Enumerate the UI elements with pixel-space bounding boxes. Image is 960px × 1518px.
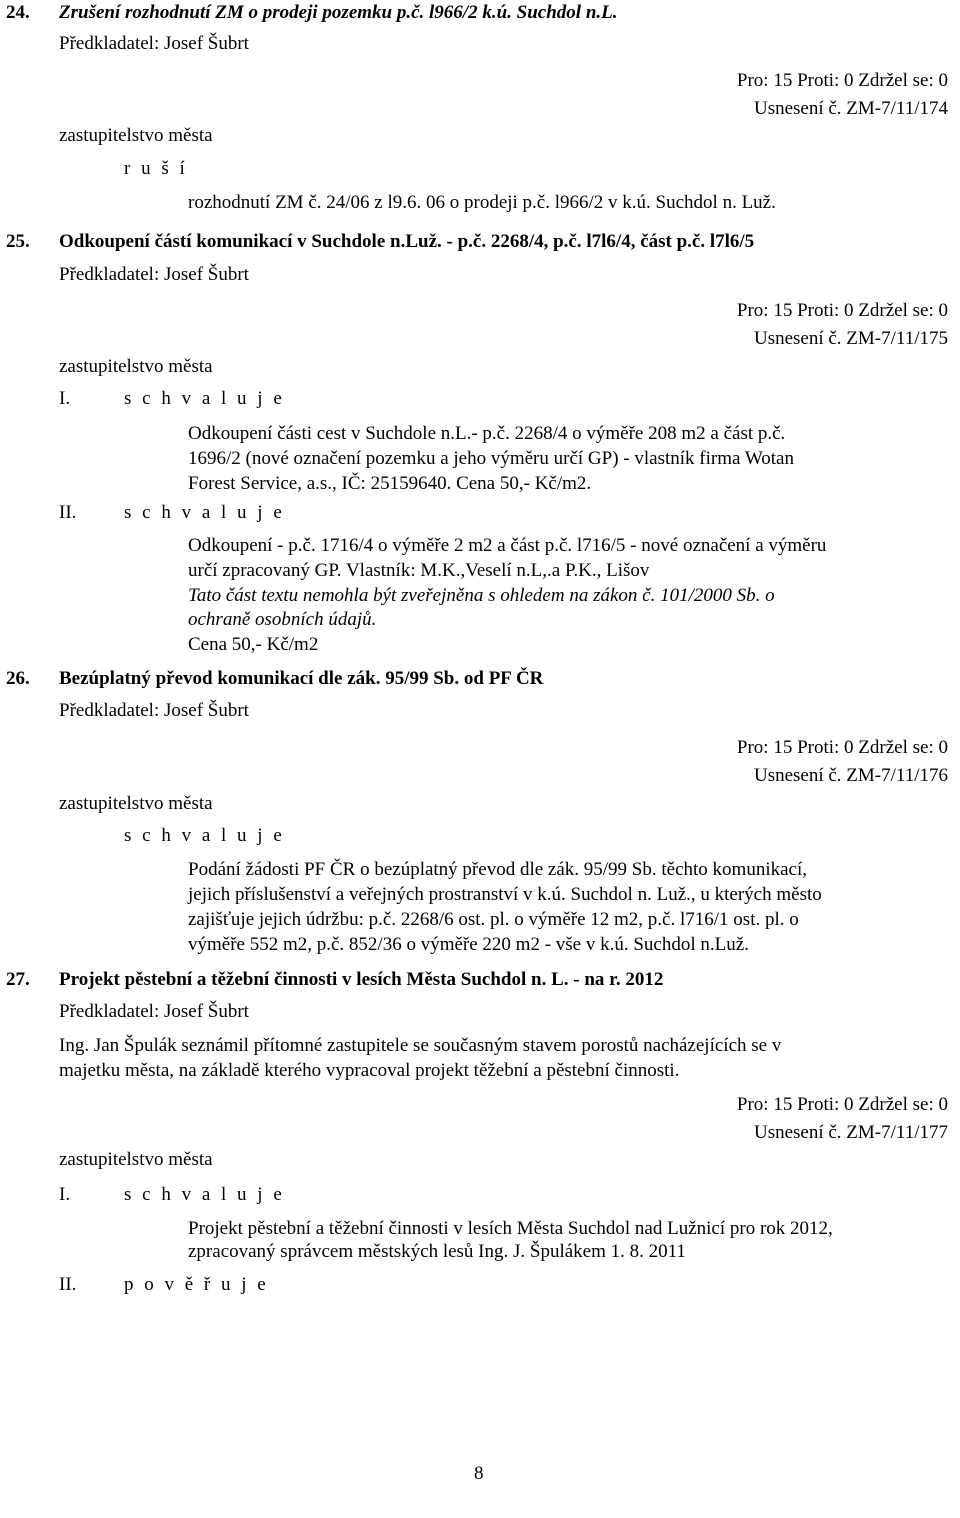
item-24-presenter: Předkladatel: Josef Šubrt — [59, 33, 249, 54]
item-26-text: Podání žádosti PF ČR o bezúplatný převod dle zák. 95/99 Sb. těchto komunikací, — [188, 859, 807, 880]
item-24-resolution: Usnesení č. ZM-7/11/174 — [753, 98, 948, 119]
item-24-text: rozhodnutí ZM č. 24/06 z l9.6. 06 o prodeji p.č. l966/2 v k.ú. Suchdol n. Luž. — [188, 192, 776, 213]
item-27-body: zastupitelstvo města — [59, 1149, 213, 1170]
item-26-number: 26. — [6, 668, 30, 689]
item-25-presenter: Předkladatel: Josef Šubrt — [59, 264, 249, 285]
item-25-roman-ii: II. — [59, 502, 77, 523]
item-25-sec2-italic: Tato část textu nemohla být zveřejněna s ohledem na zákon č. 101/2000 Sb. o — [188, 585, 775, 606]
item-25-verb-i: s c h v a l u j e — [124, 388, 285, 409]
item-27-verb-ii: p o v ě ř u j e — [124, 1274, 269, 1295]
item-24-title: Zrušení rozhodnutí ZM o prodeji pozemku p.č. l966/2 k.ú. Suchdol n.L. — [59, 2, 618, 23]
item-25-roman-i: I. — [59, 388, 71, 409]
item-26-text: zajišťuje jejich údržbu: p.č. 2268/6 ost. pl. o výměře 12 m2, p.č. l716/1 ost. pl. o — [188, 909, 799, 930]
item-26-title: Bezúplatný převod komunikací dle zák. 95/99 Sb. od PF ČR — [59, 668, 544, 689]
item-25-sec2-price: Cena 50,- Kč/m2 — [188, 634, 319, 655]
item-25-sec2-line: Odkoupení - p.č. 1716/4 o výměře 2 m2 a část p.č. l716/5 - nové označení a výměru — [188, 535, 827, 556]
item-25-verb-ii: s c h v a l u j e — [124, 502, 285, 523]
item-25-sec1-line: Forest Service, a.s., IČ: 25159640. Cena 50,- Kč/m2. — [188, 473, 592, 494]
item-24-vote: Pro: 15 Proti: 0 Zdržel se: 0 — [736, 70, 948, 91]
item-24-number: 24. — [6, 2, 30, 23]
item-25-vote: Pro: 15 Proti: 0 Zdržel se: 0 — [736, 300, 948, 321]
item-25-number: 25. — [6, 231, 30, 252]
item-27-number: 27. — [6, 969, 30, 990]
item-27-presenter: Předkladatel: Josef Šubrt — [59, 1001, 249, 1022]
item-27-intro: Ing. Jan Špulák seznámil přítomné zastupitele se současným stavem porostů nacházejících se v — [59, 1035, 782, 1056]
item-26-text: jejich příslušenství a veřejných prostranství v k.ú. Suchdol n. Luž., u kterých město — [188, 884, 822, 905]
item-25-sec1-line: Odkoupení části cest v Suchdole n.L.- p.č. 2268/4 o výměře 208 m2 a část p.č. — [188, 423, 786, 444]
item-27-roman-ii: II. — [59, 1274, 77, 1295]
item-27-vote: Pro: 15 Proti: 0 Zdržel se: 0 — [736, 1094, 948, 1115]
item-24-verb: r u š í — [124, 158, 188, 179]
item-24-body: zastupitelstvo města — [59, 125, 213, 146]
item-25-sec2-line: určí zpracovaný GP. Vlastník: M.K.,Veselí n.L,.a P.K., Lišov — [188, 560, 650, 581]
item-27-sec1-line: zpracovaný správcem městských lesů Ing. J. Špulákem 1. 8. 2011 — [188, 1241, 686, 1262]
item-26-verb: s c h v a l u j e — [124, 825, 285, 846]
item-26-vote: Pro: 15 Proti: 0 Zdržel se: 0 — [736, 737, 948, 758]
page-number: 8 — [474, 1463, 484, 1484]
item-25-resolution: Usnesení č. ZM-7/11/175 — [753, 328, 948, 349]
item-25-title: Odkoupení částí komunikací v Suchdole n.Luž. - p.č. 2268/4, p.č. l7l6/4, část p.č. l7l6/5 — [59, 231, 755, 252]
item-26-presenter: Předkladatel: Josef Šubrt — [59, 700, 249, 721]
item-25-sec2-italic: ochraně osobních údajů. — [188, 609, 377, 630]
item-25-body: zastupitelstvo města — [59, 356, 213, 377]
item-27-resolution: Usnesení č. ZM-7/11/177 — [753, 1122, 948, 1143]
item-27-verb-i: s c h v a l u j e — [124, 1184, 285, 1205]
item-27-sec1-line: Projekt pěstební a těžební činnosti v lesích Města Suchdol nad Lužnicí pro rok 2012, — [188, 1218, 833, 1239]
item-25-sec1-line: 1696/2 (nové označení pozemku a jeho výměru určí GP) - vlastník firma Wotan — [188, 448, 794, 469]
item-26-body: zastupitelstvo města — [59, 793, 213, 814]
item-26-resolution: Usnesení č. ZM-7/11/176 — [753, 765, 948, 786]
item-27-intro: majetku města, na základě kterého vypracoval projekt těžební a pěstební činnosti. — [59, 1060, 680, 1081]
item-27-roman-i: I. — [59, 1184, 71, 1205]
item-27-title: Projekt pěstební a těžební činnosti v lesích Města Suchdol n. L. - na r. 2012 — [59, 969, 664, 990]
item-26-text: výměře 552 m2, p.č. 852/36 o výměře 220 m2 - vše v k.ú. Suchdol n.Luž. — [188, 934, 749, 955]
